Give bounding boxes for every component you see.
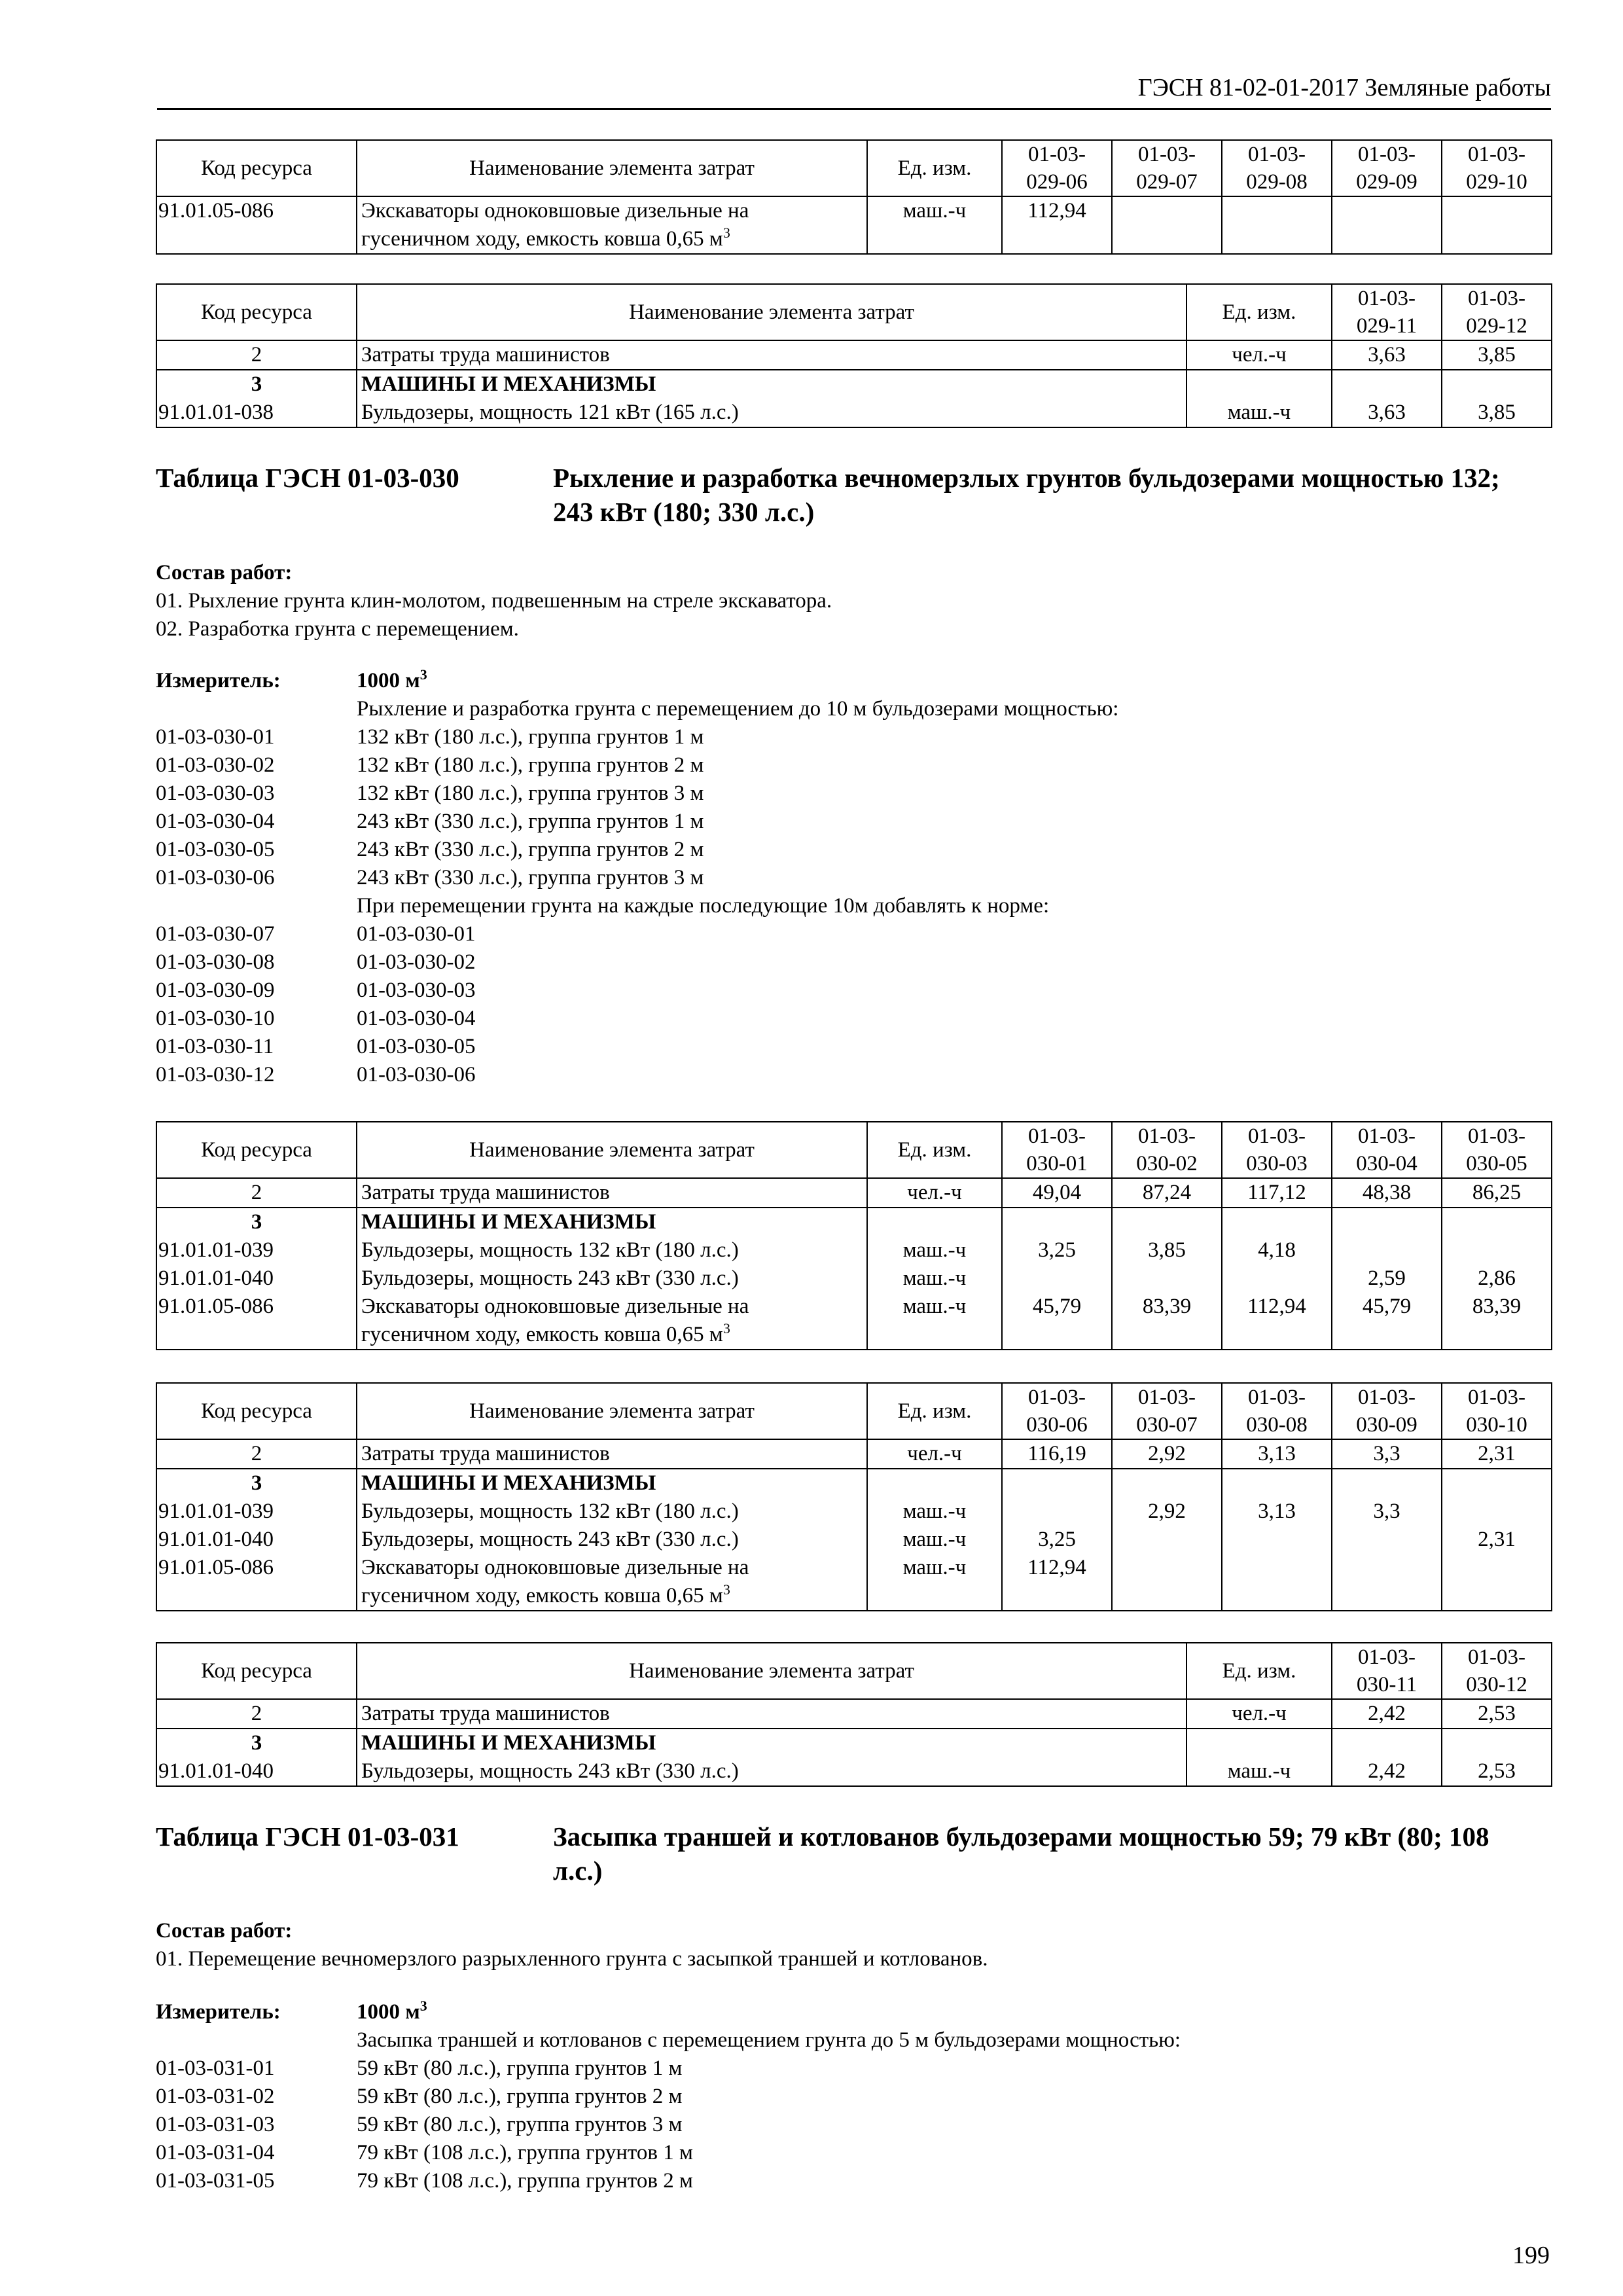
resource-unit: чел.-ч <box>1186 340 1332 370</box>
resource-code: 91.01.01-039 <box>156 1236 357 1265</box>
table-row <box>156 1293 1552 1350</box>
col-header-norm: 01-03- 029-12 <box>1442 284 1552 340</box>
page-number: 199 <box>1512 2242 1550 2269</box>
table-label: Таблица ГЭСН 01-03-030 <box>156 463 459 493</box>
norm-value: 2,92 <box>1112 1498 1222 1526</box>
table-row <box>156 1498 1552 1526</box>
norm-intro: Рыхление и разработка грунта с перемещением до 10 м бульдозерами мощностью: <box>357 697 1119 721</box>
sostav-label: Состав работ: <box>156 1919 293 1943</box>
norm-value: 112,94 <box>1002 1554 1112 1611</box>
col-header-norm: 01-03- 029-07 <box>1112 140 1222 196</box>
izmeritel-value: 1000 $м^3$ <box>357 1998 427 2024</box>
resource-unit: маш.-ч <box>867 1236 1002 1265</box>
resource-table-030-b <box>156 1382 1552 1611</box>
sostav-label: Состав работ: <box>156 561 293 584</box>
norm-code: 01-03-030-06 <box>156 866 275 889</box>
norm-code: 01-03-030-04 <box>156 810 275 833</box>
norm-value: 3,13 <box>1222 1439 1332 1469</box>
norm-code: 01-03-030-07 <box>156 922 275 946</box>
norm-desc: 79 кВт (108 л.с.), группа грунтов 2 м <box>357 2169 693 2193</box>
table-row <box>156 196 1552 254</box>
resource-unit: маш.-ч <box>867 1526 1002 1554</box>
table-title: Засыпка траншей и котлованов бульдозерами мощностью 59; 79 кВт (80; 108 л.с.) <box>553 1821 1489 1886</box>
norm-value <box>1112 1554 1222 1611</box>
norm-desc: 79 кВт (108 л.с.), группа грунтов 1 м <box>357 2141 693 2164</box>
resource-unit: маш.-ч <box>1186 1757 1332 1786</box>
norm-value: 3,3 <box>1332 1498 1442 1526</box>
col-header-code: Код ресурса <box>156 140 357 196</box>
table-row <box>156 370 1552 399</box>
resource-unit: чел.-ч <box>867 1178 1002 1208</box>
norm-code: 01-03-031-04 <box>156 2141 275 2164</box>
izmeritel-value: 1000 $м^3$ <box>357 666 427 692</box>
resource-name: Бульдозеры, мощность 121 кВт (165 л.с.) <box>357 399 1186 427</box>
resource-name: Бульдозеры, мощность 243 кВт (330 л.с.) <box>357 1265 867 1293</box>
page-header: ГЭСН 81-02-01-2017 Земляные работы <box>1137 74 1551 101</box>
norm-value: 2,53 <box>1442 1699 1552 1729</box>
norm-code: 01-03-030-09 <box>156 978 275 1002</box>
resource-code: 91.01.05-086 <box>156 1554 357 1611</box>
norm-value <box>1442 1236 1552 1265</box>
norm-code: 01-03-030-03 <box>156 781 275 805</box>
norm-desc: 243 кВт (330 л.с.), группа грунтов 2 м <box>357 838 704 861</box>
col-header-code: Код ресурса <box>156 1643 357 1699</box>
section-code: 3 <box>156 370 357 399</box>
norm-value: 48,38 <box>1332 1178 1442 1208</box>
norm-value <box>1112 1526 1222 1554</box>
norm-desc: 59 кВт (80 л.с.), группа грунтов 3 м <box>357 2113 683 2136</box>
norm-value: 4,18 <box>1222 1236 1332 1265</box>
resource-name: Затраты труда машинистов <box>357 1699 1186 1729</box>
resource-unit: маш.-ч <box>867 1293 1002 1350</box>
section-name: МАШИНЫ И МЕХАНИЗМЫ <box>357 1469 867 1498</box>
section-code: 3 <box>156 1208 357 1236</box>
col-header-norm: 01-03- 030-05 <box>1442 1122 1552 1178</box>
norm-code: 01-03-030-02 <box>156 753 275 777</box>
resource-table-029-b <box>156 283 1552 428</box>
col-header-norm: 01-03- 029-10 <box>1442 140 1552 196</box>
table-row <box>156 1208 1552 1236</box>
norm-value: 3,85 <box>1112 1236 1222 1265</box>
sostav-item: 01. Перемещение вечномерзлого разрыхленного грунта с засыпкой траншей и котлованов. <box>156 1947 988 1971</box>
col-header-norm: 01-03- 030-02 <box>1112 1122 1222 1178</box>
norm-value: 87,24 <box>1112 1178 1222 1208</box>
resource-code: 91.01.01-038 <box>156 399 357 427</box>
col-header-norm: 01-03- 030-06 <box>1002 1383 1112 1439</box>
resource-code: 2 <box>156 1439 357 1469</box>
norm-value <box>1442 1498 1552 1526</box>
norm-desc: 59 кВт (80 л.с.), группа грунтов 2 м <box>357 2085 683 2108</box>
sostav-item: 02. Разработка грунта с перемещением. <box>156 617 519 641</box>
norm-value <box>1002 1498 1112 1526</box>
norm-value: 3,25 <box>1002 1526 1112 1554</box>
norm-value <box>1332 1554 1442 1611</box>
resource-name: Затраты труда машинистов <box>357 340 1186 370</box>
norm-code: 01-03-030-12 <box>156 1063 275 1086</box>
resource-name: Бульдозеры, мощность 132 кВт (180 л.с.) <box>357 1236 867 1265</box>
table-row <box>156 1236 1552 1265</box>
table-label: Таблица ГЭСН 01-03-031 <box>156 1821 459 1852</box>
norm-value: 2,31 <box>1442 1526 1552 1554</box>
header-rule <box>157 108 1551 110</box>
resource-code: 91.01.05-086 <box>156 1293 357 1350</box>
norm-desc: 01-03-030-05 <box>357 1035 476 1058</box>
resource-code: 91.01.01-039 <box>156 1498 357 1526</box>
resource-name: Экскаваторы одноковшовые дизельные на гусеничном ходу, емкость ковша 0,65 $м^3$ <box>357 196 867 254</box>
norm-value: 116,19 <box>1002 1439 1112 1469</box>
norm-code: 01-03-030-05 <box>156 838 275 861</box>
norm-value: 2,86 <box>1442 1265 1552 1293</box>
col-header-name: Наименование элемента затрат <box>357 140 867 196</box>
norm-code: 01-03-031-01 <box>156 2056 275 2080</box>
table-row <box>156 1554 1552 1611</box>
norm-value: 2,53 <box>1442 1757 1552 1786</box>
norm-value: 3,63 <box>1332 399 1442 427</box>
col-header-norm: 01-03- 030-10 <box>1442 1383 1552 1439</box>
norm-value: 112,94 <box>1222 1293 1332 1350</box>
resource-name: Затраты труда машинистов <box>357 1178 867 1208</box>
norm-desc: 132 кВт (180 л.с.), группа грунтов 3 м <box>357 781 704 805</box>
norm-value <box>1332 1526 1442 1554</box>
col-header-code: Код ресурса <box>156 284 357 340</box>
norm-value: 3,25 <box>1002 1236 1112 1265</box>
resource-name: Затраты труда машинистов <box>357 1439 867 1469</box>
section-name: МАШИНЫ И МЕХАНИЗМЫ <box>357 1208 867 1236</box>
table-row <box>156 1439 1552 1469</box>
table-row <box>156 1699 1552 1729</box>
resource-unit: чел.-ч <box>867 1439 1002 1469</box>
resource-unit: маш.-ч <box>1186 399 1332 427</box>
col-header-name: Наименование элемента затрат <box>357 284 1186 340</box>
norm-value: 86,25 <box>1442 1178 1552 1208</box>
section-name: МАШИНЫ И МЕХАНИЗМЫ <box>357 1729 1186 1757</box>
col-header-name: Наименование элемента затрат <box>357 1383 867 1439</box>
norm-value: 2,31 <box>1442 1439 1552 1469</box>
resource-code: 91.01.01-040 <box>156 1526 357 1554</box>
norm-value <box>1222 1526 1332 1554</box>
col-header-norm: 01-03- 030-04 <box>1332 1122 1442 1178</box>
norm-value: 3,13 <box>1222 1498 1332 1526</box>
col-header-code: Код ресурса <box>156 1122 357 1178</box>
resource-name: Бульдозеры, мощность 243 кВт (330 л.с.) <box>357 1526 867 1554</box>
col-header-norm: 01-03- 030-11 <box>1332 1643 1442 1699</box>
norm-value <box>1222 1265 1332 1293</box>
norm-value: 3,85 <box>1442 399 1552 427</box>
col-header-code: Код ресурса <box>156 1383 357 1439</box>
resource-unit: маш.-ч <box>867 1554 1002 1611</box>
section-code: 3 <box>156 1469 357 1498</box>
resource-code: 91.01.01-040 <box>156 1757 357 1786</box>
col-header-norm: 01-03- 029-08 <box>1222 140 1332 196</box>
norm-value: 83,39 <box>1112 1293 1222 1350</box>
col-header-unit: Ед. изм. <box>867 140 1002 196</box>
norm-code: 01-03-031-05 <box>156 2169 275 2193</box>
section-code: 3 <box>156 1729 357 1757</box>
norm-value: 3,85 <box>1442 340 1552 370</box>
resource-code: 91.01.05-086 <box>156 196 357 254</box>
norm-value: 3,63 <box>1332 340 1442 370</box>
resource-name: Экскаваторы одноковшовые дизельные на гусеничном ходу, емкость ковша 0,65 $м^3$ <box>357 1293 867 1350</box>
col-header-unit: Ед. изм. <box>1186 1643 1332 1699</box>
resource-table-030-a <box>156 1121 1552 1350</box>
izmeritel-label: Измеритель: <box>156 2000 281 2024</box>
norm-code: 01-03-030-08 <box>156 950 275 974</box>
col-header-unit: Ед. изм. <box>1186 284 1332 340</box>
norm-value <box>1442 1554 1552 1611</box>
resource-code: 2 <box>156 340 357 370</box>
col-header-norm: 01-03- 029-09 <box>1332 140 1442 196</box>
col-header-unit: Ед. изм. <box>867 1122 1002 1178</box>
norm-value: 2,92 <box>1112 1439 1222 1469</box>
norm-desc: 01-03-030-01 <box>357 922 476 946</box>
norm-value: 2,42 <box>1332 1699 1442 1729</box>
norm-desc: 01-03-030-06 <box>357 1063 476 1086</box>
table-row <box>156 1469 1552 1498</box>
norm-value: 117,12 <box>1222 1178 1332 1208</box>
norm-intro: При перемещении грунта на каждые последующие 10м добавлять к норме: <box>357 894 1050 918</box>
norm-value <box>1002 1265 1112 1293</box>
norm-value: 45,79 <box>1332 1293 1442 1350</box>
resource-name: Бульдозеры, мощность 132 кВт (180 л.с.) <box>357 1498 867 1526</box>
resource-unit: маш.-ч <box>867 1498 1002 1526</box>
col-header-norm: 01-03- 030-07 <box>1112 1383 1222 1439</box>
col-header-name: Наименование элемента затрат <box>357 1122 867 1178</box>
resource-unit: маш.-ч <box>867 196 1002 254</box>
norm-desc: 01-03-030-02 <box>357 950 476 974</box>
sostav-item: 01. Рыхление грунта клин-молотом, подвешенным на стреле экскаватора. <box>156 589 832 613</box>
table-row <box>156 1178 1552 1208</box>
norm-value <box>1112 1265 1222 1293</box>
izmeritel-label: Измеритель: <box>156 669 281 692</box>
norm-value: 83,39 <box>1442 1293 1552 1350</box>
norm-code: 01-03-030-11 <box>156 1035 274 1058</box>
norm-value: 112,94 <box>1002 196 1112 254</box>
norm-code: 01-03-031-02 <box>156 2085 275 2108</box>
norm-desc: 01-03-030-04 <box>357 1007 476 1030</box>
resource-unit: маш.-ч <box>867 1265 1002 1293</box>
section-name: МАШИНЫ И МЕХАНИЗМЫ <box>357 370 1186 399</box>
norm-value <box>1222 1554 1332 1611</box>
norm-code: 01-03-030-01 <box>156 725 275 749</box>
norm-value: 49,04 <box>1002 1178 1112 1208</box>
table-title: Рыхление и разработка вечномерзлых грунтов бульдозерами мощностью 132; 243 кВт (180; 330 л.с.) <box>553 463 1500 527</box>
col-header-norm: 01-03- 030-01 <box>1002 1122 1112 1178</box>
norm-value: 2,42 <box>1332 1757 1442 1786</box>
col-header-unit: Ед. изм. <box>867 1383 1002 1439</box>
col-header-norm: 01-03- 029-11 <box>1332 284 1442 340</box>
norm-value: 3,3 <box>1332 1439 1442 1469</box>
norm-desc: 243 кВт (330 л.с.), группа грунтов 1 м <box>357 810 704 833</box>
table-row <box>156 340 1552 370</box>
col-header-name: Наименование элемента затрат <box>357 1643 1186 1699</box>
norm-desc: 01-03-030-03 <box>357 978 476 1002</box>
col-header-norm: 01-03- 030-08 <box>1222 1383 1332 1439</box>
table-row <box>156 1729 1552 1757</box>
resource-name: Бульдозеры, мощность 243 кВт (330 л.с.) <box>357 1757 1186 1786</box>
table-row <box>156 399 1552 427</box>
col-header-norm: 01-03- 029-06 <box>1002 140 1112 196</box>
norm-intro: Засыпка траншей и котлованов с перемещением грунта до 5 м бульдозерами мощностью: <box>357 2028 1181 2052</box>
resource-table-029-a <box>156 139 1552 255</box>
col-header-norm: 01-03- 030-09 <box>1332 1383 1442 1439</box>
resource-name: Экскаваторы одноковшовые дизельные на гусеничном ходу, емкость ковша 0,65 $м^3$ <box>357 1554 867 1611</box>
norm-code: 01-03-030-10 <box>156 1007 275 1030</box>
norm-desc: 243 кВт (330 л.с.), группа грунтов 3 м <box>357 866 704 889</box>
table-row <box>156 1757 1552 1786</box>
resource-unit: чел.-ч <box>1186 1699 1332 1729</box>
resource-code: 2 <box>156 1178 357 1208</box>
norm-value: 45,79 <box>1002 1293 1112 1350</box>
resource-code: 91.01.01-040 <box>156 1265 357 1293</box>
norm-desc: 59 кВт (80 л.с.), группа грунтов 1 м <box>357 2056 683 2080</box>
col-header-norm: 01-03- 030-12 <box>1442 1643 1552 1699</box>
col-header-norm: 01-03- 030-03 <box>1222 1122 1332 1178</box>
table-row <box>156 1526 1552 1554</box>
norm-value: 2,59 <box>1332 1265 1442 1293</box>
resource-table-030-c <box>156 1642 1552 1787</box>
resource-code: 2 <box>156 1699 357 1729</box>
norm-code: 01-03-031-03 <box>156 2113 275 2136</box>
norm-value <box>1332 1236 1442 1265</box>
table-row <box>156 1265 1552 1293</box>
norm-desc: 132 кВт (180 л.с.), группа грунтов 2 м <box>357 753 704 777</box>
norm-desc: 132 кВт (180 л.с.), группа грунтов 1 м <box>357 725 704 749</box>
